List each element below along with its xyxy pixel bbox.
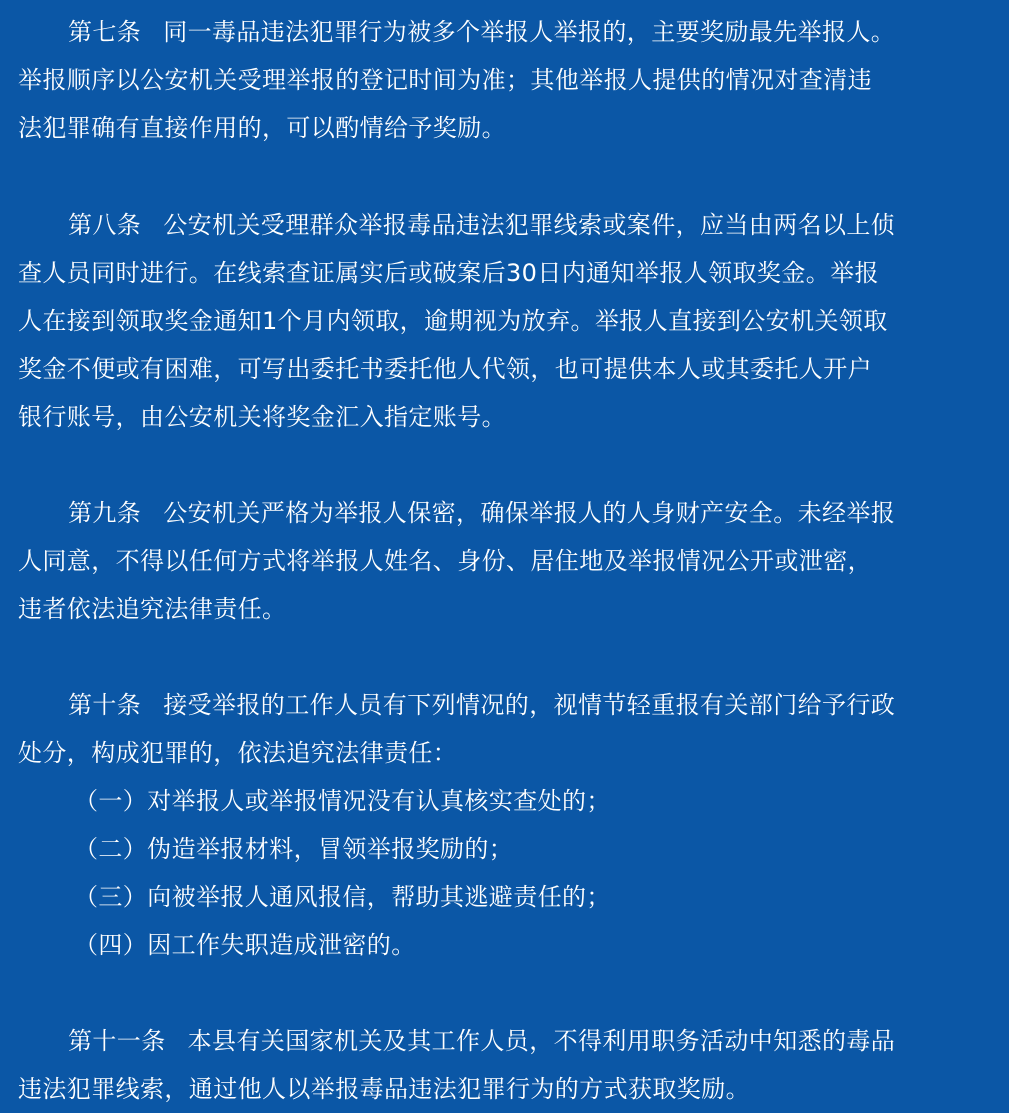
article-text: 违法犯罪线索，通过他人以举报毒品违法犯罪行为的方式获取奖励。 — [18, 1075, 750, 1103]
article-text: 本县有关国家机关及其工作人员，不得利用职务活动中知悉的毒品 — [187, 1027, 896, 1055]
article-text: 处分，构成犯罪的，依法追究法律责任： — [18, 739, 458, 767]
list-item: （二）伪造举报材料，冒领举报奖励的； — [74, 835, 514, 863]
article-text: 公安机关受理群众举报毒品违法犯罪线索或案件，应当由两名以上侦 — [163, 211, 896, 239]
list-item: （一）对举报人或举报情况没有认真核实查处的； — [74, 787, 611, 815]
article-number: 第八条 — [68, 211, 142, 239]
article-first-line — [68, 491, 895, 535]
article-text: 举报顺序以公安机关受理举报的登记时间为准；其他举报人提供的情况对查清违 — [18, 66, 872, 94]
article-number: 第十条 — [68, 691, 142, 719]
article-text: 银行账号，由公安机关将奖金汇入指定账号。 — [18, 403, 506, 431]
article-first-line — [68, 10, 895, 54]
list-item: （三）向被举报人通风报信，帮助其逃避责任的； — [74, 883, 611, 911]
article-first-line — [68, 203, 895, 247]
article-text: 违者依法追究法律责任。 — [18, 595, 287, 623]
article-text: 人同意，不得以任何方式将举报人姓名、身份、居住地及举报情况公开或泄密， — [18, 547, 872, 575]
list-item: （四）因工作失职造成泄密的。 — [74, 931, 416, 959]
article-text: 法犯罪确有直接作用的，可以酌情给予奖励。 — [18, 114, 506, 142]
article-text: 同一毒品违法犯罪行为被多个举报人举报的，主要奖励最先举报人。 — [163, 18, 896, 46]
article-number: 第十一条 — [68, 1027, 166, 1055]
article-first-line — [68, 1019, 895, 1063]
article-number: 第七条 — [68, 18, 142, 46]
article-number: 第九条 — [68, 499, 142, 527]
article-first-line — [68, 683, 895, 727]
article-text: 接受举报的工作人员有下列情况的，视情节轻重报有关部门给予行政 — [163, 691, 896, 719]
article-text: 查人员同时进行。在线索查证属实后或破案后30日内通知举报人领取奖金。举报 — [18, 259, 879, 287]
article-text: 奖金不便或有困难，可写出委托书委托他人代领，也可提供本人或其委托人开户 — [18, 355, 872, 383]
article-text: 公安机关严格为举报人保密，确保举报人的人身财产安全。未经举报 — [163, 499, 896, 527]
article-text: 人在接到领取奖金通知1个月内领取，逾期视为放弃。举报人直接到公安机关领取 — [18, 307, 888, 335]
